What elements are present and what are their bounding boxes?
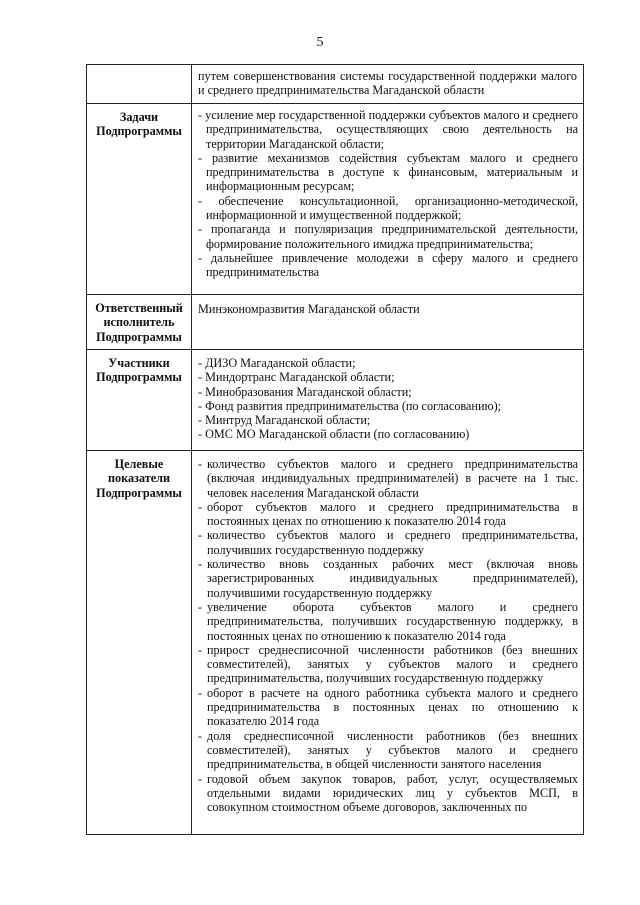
task-item: - обеспечение консультационной, организационно-методической, информационной и имущественной поддержкой; [198,193,578,223]
indicator-item: - годовой объем закупок товаров, работ, услуг, осуществляемых отдельными видами юридических лиц у субъектов МСП, в совокупном стоимостном объеме договоров, заключенных по [198,772,578,815]
participant-item: - Фонд развития предпринимательства (по согласованию); [198,398,502,413]
task-item: - усиление мер государственной поддержки субъектов малого и среднего предпринимательства, осуществляющих свою деятельность на территории Магаданской области; [198,108,578,151]
goal-continuation-row [87,65,584,104]
task-item: - пропаганда и популяризация предпринимательской деятельности, формирование положительного имиджа предпринимательства; [198,222,578,251]
goal-label-cell-empty [87,65,192,104]
indicators-list [192,451,583,816]
tasks-cell [192,104,584,295]
participants-row [87,350,584,451]
indicator-item: - прирост среднесписочной численности работников (без внешних совместителей), занятых у субъектов малого и среднего предпринимательства, получивших государственную поддержку [198,643,578,686]
indicator-item: - оборот в расчете на одного работника субъекта малого и среднего предпринимательства в постоянных ценах по отношению к показателю 2014 года [198,686,578,729]
executor-label-cell [87,295,192,350]
participants-cell [192,350,584,451]
participant-item: - ДИЗО Магаданской области; [198,356,356,370]
tasks-list [192,104,583,282]
tasks-label: Задачи Подпрограммы [96,110,182,139]
task-item: - дальнейшее привлечение молодежи в сферу малого и среднего предпринимательства [198,250,578,280]
participant-item: - Минобразования Магаданской области; [198,384,412,399]
participant-item: - Миндортранс Магаданской области; [198,370,395,385]
indicator-item: - количество субъектов малого и среднего предпринимательства, получивших государственную поддержку [198,528,578,557]
indicator-item: - оборот субъектов малого и среднего предпринимательства в постоянных ценах по отношению к показателю 2014 года [198,500,578,529]
executor-row [87,295,584,350]
indicator-item: - количество субъектов малого и среднего предпринимательства (включая индивидуальных предпринимателей) в расчете на 1 тыс. человек населения Магаданской области [198,457,578,500]
page-number: 5 [316,35,324,50]
indicators-label: Целевые показатели Подпрограммы [96,457,182,500]
tasks-row [87,104,584,295]
task-item: - развитие механизмов содействия субъектам малого и среднего предпринимательства в доступе к финансовым, материальным и информационным ресурсам; [198,150,578,194]
goal-text-cell [192,65,584,104]
indicators-cell [192,451,584,835]
indicator-item: - увеличение оборота субъектов малого и среднего предпринимательства, получивших государственную поддержку, в постоянных ценах по отношению к показателю 2014 года [198,600,578,643]
participants-label: Участники Подпрограммы [96,356,182,385]
executor-text: Минэкономразвития Магаданской области [198,302,420,316]
indicators-label-cell [87,451,192,835]
indicator-item: - доля среднесписочной численности работников (без внешних совместителей), занятых у субъектов малого и среднего предпринимательства, в общей численности занятого населения [198,729,578,772]
indicators-row [87,451,584,835]
tasks-label-cell [87,104,192,295]
passport-table [86,64,584,835]
goal-text: путем совершенствования системы государственной поддержки малого и среднего предпринимательства Магаданской области [198,69,577,98]
executor-label: Ответственный исполнитель Подпрограммы [95,301,183,344]
participants-list [192,350,583,444]
executor-cell [192,295,584,350]
participant-item: - ОМС МО Магаданской области (по согласованию) [198,427,470,442]
participant-item: - Минтруд Магаданской области; [198,413,371,428]
indicator-item: - количество вновь созданных рабочих мест (включая вновь зарегистрированных индивидуальных предпринимателей), получившими государственную поддержку [198,557,578,600]
participants-label-cell [87,350,192,451]
